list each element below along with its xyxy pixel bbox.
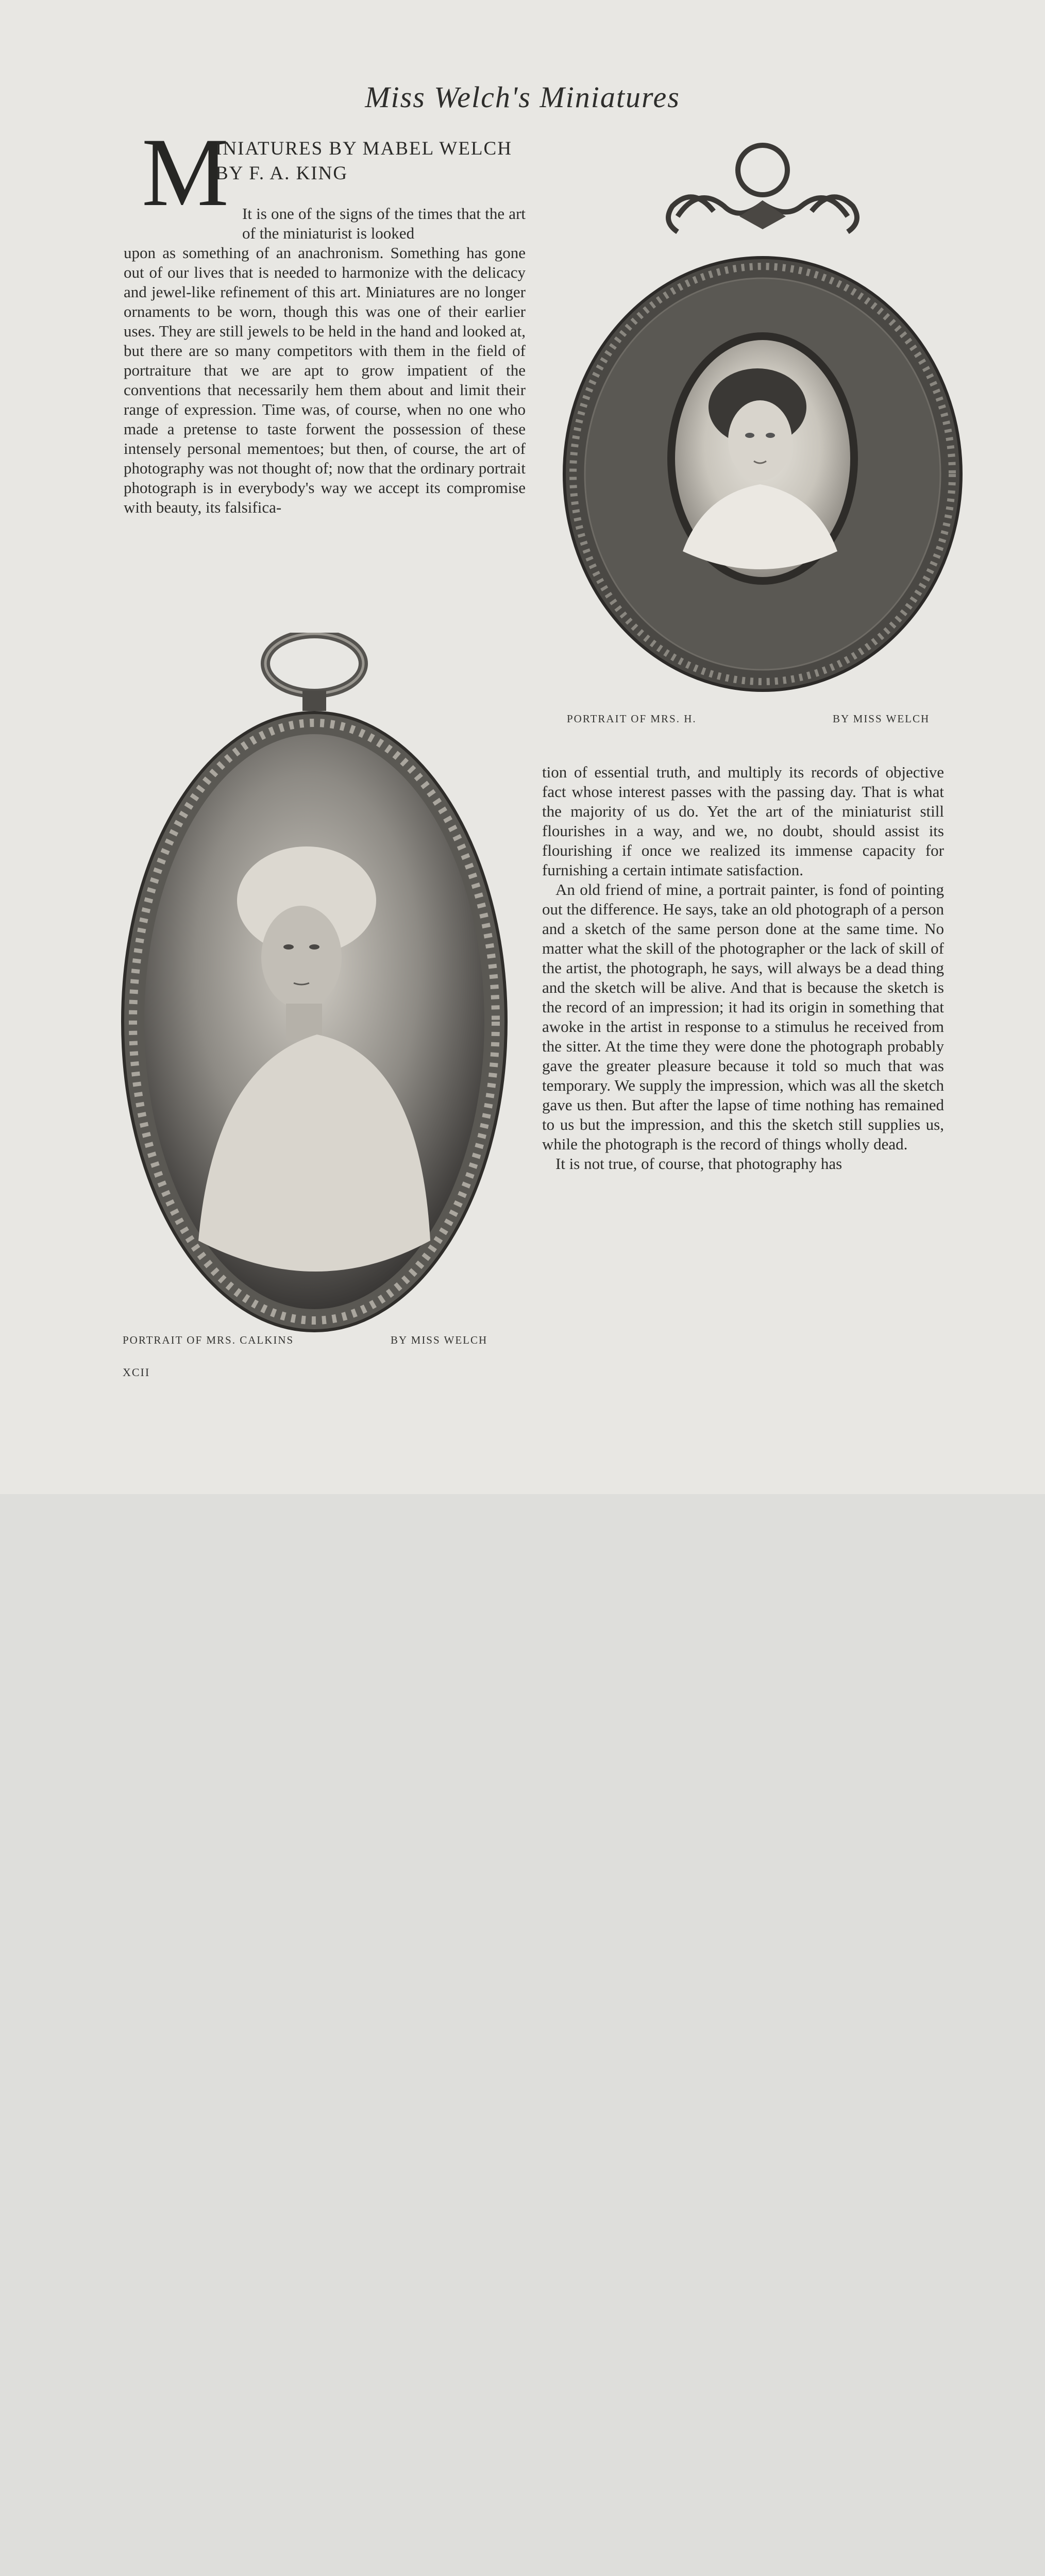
portrait-mrs-h-image: [559, 139, 966, 696]
caption-mrs-h-title: PORTRAIT OF MRS. H.: [567, 713, 697, 725]
portrait-mrs-calkins-image: [116, 633, 518, 1338]
caption-mrs-calkins-title: PORTRAIT OF MRS. CALKINS: [123, 1334, 294, 1346]
left-column-text: [124, 243, 526, 517]
title-line-1: INIATURES BY MABEL WELCH: [215, 138, 512, 159]
running-head: Miss Welch's Miniatures: [365, 80, 680, 114]
article-title: [215, 137, 535, 186]
paragraph-1-conclusion: tion of essential truth, and multiply its records of objective fact whose interest passes with the passing day. That is what the majority of us do. Yet the art of the miniaturist still flourishes in a way, and we, no doubt, should assist its flourishing if once we realized its immense capacity for furnishing a certain intimate satisfaction.: [542, 763, 944, 879]
drop-cap: M: [142, 118, 229, 227]
page-number: XCII: [123, 1366, 150, 1379]
opening-lines: [242, 204, 526, 243]
caption-mrs-h-credit: BY MISS WELCH: [833, 713, 930, 725]
paragraph-3-start: It is not true, of course, that photography has: [555, 1155, 842, 1173]
opening-paragraph-start: It is one of the signs of the times that the art of the miniaturist is looked: [242, 205, 526, 242]
right-column-text: [542, 762, 944, 1174]
paragraph-1-continued: upon as something of an anachronism. Something has gone out of our lives that is needed to harmonize with the delicacy and jewel-like refinement of this art. Miniatures are no longer ornaments to be worn, though this was one of their earlier uses. They are still jewels to be held in the hand and looked at, but there are so many competitors with them in the field of portraiture that we are apt to grow impatient of the conventions that necessarily hem them about and limit their range of expression. Time was, of course, when no one who made a pretense to taste forwent the possession of these intensely personal mementoes; but then, of course, the art of photography was not thought of; now that the ordinary portrait photograph is in everybody's way we accept its compromise with beauty, its falsifica-: [124, 244, 526, 516]
digitization-footer: [0, 1494, 1045, 1570]
paragraph-2: An old friend of mine, a portrait painter, is fond of pointing out the difference. He says, take an old photograph of a person and a sketch of the same person done at the same time. No matter what the skill of the photographer or the lack of skill of the artist, the photograph, he says, will always be a dead thing and the sketch will be alive. And that is because the sketch is the record of an impression; it had its origin in something that awoke in the artist in response to a stimulus he received from the sitter. At the time they were done the photograph probably gave the greater pleasure because it told so much that was temporary. We supply the impression, which was all the sketch gave us then. But after the lapse of time nothing has remained to us but the impression, and this the sketch still supplies us, while the photograph is the record of things wholly dead.: [542, 880, 944, 1153]
author-byline: BY F. A. KING: [215, 163, 348, 184]
caption-mrs-calkins-credit: BY MISS WELCH: [391, 1334, 488, 1346]
